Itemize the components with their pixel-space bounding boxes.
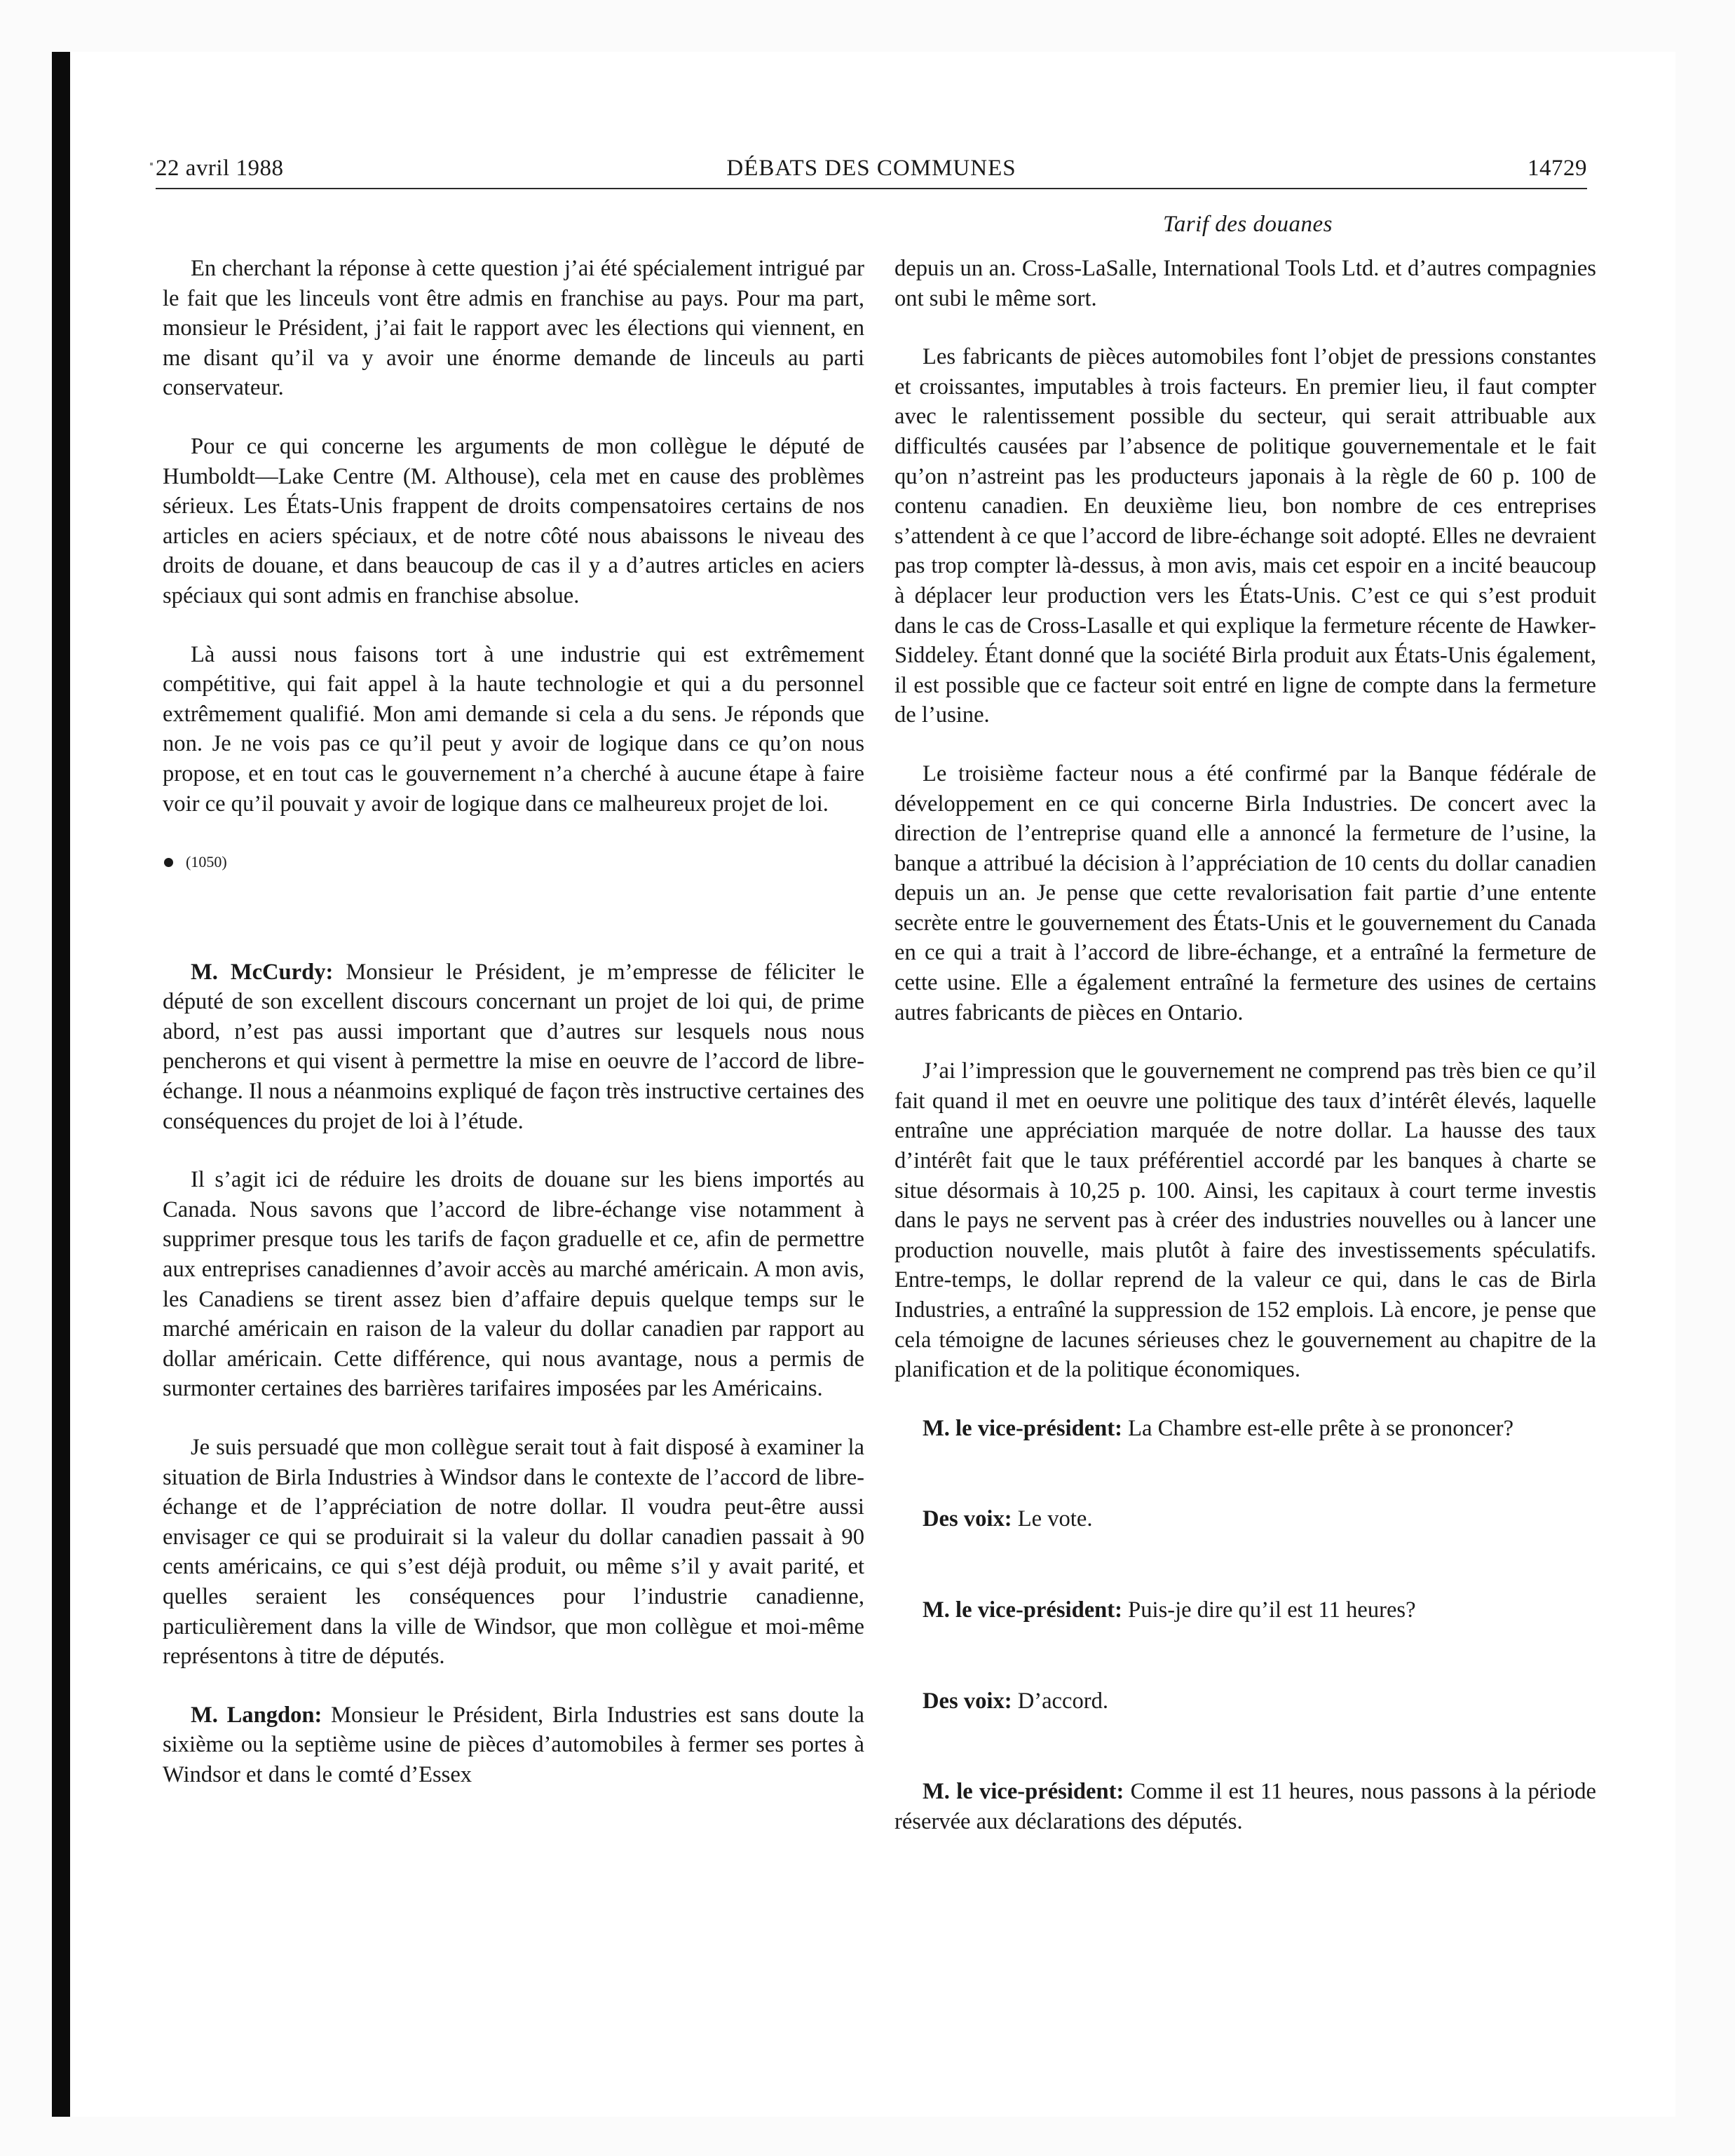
paragraph: Pour ce qui concerne les arguments de mon collègue le député de Humboldt—Lake Centre (M. Althouse), cela met en cause des problèmes sérieux. Les États-Unis frappent de droits compensatoires certains de nos articles en aciers spéciaux, et de notre côté nous abaissons le niveau des droits de douane, et dans beaucoup de cas il y a d’autres articles en aciers spéciaux qui sont admis en franchise absolue. [163, 433, 864, 608]
bullet-icon [164, 858, 173, 867]
paragraph: Là aussi nous faisons tort à une industrie qui est extrêmement compétitive, qui fait appel à la haute technologie et qui a du personnel extrêmement qualifié. Mon ami demande si cela a du sens. Je réponds que non. Je ne vois pas ce qu’il peut y avoir de logique dans ce qu’on nous propose, et en tout cas le gouvernement n’a cherché à aucune étape à faire voir ce qu’il pouvait y avoir de logique dans ce malheureux projet de loi. [163, 641, 864, 817]
speech-paragraph [894, 1414, 1596, 1444]
speaker-name: M. Langdon: [191, 1702, 322, 1728]
right-column [894, 254, 1596, 1836]
speaker-name: Des voix: [923, 1506, 1012, 1532]
paragraph: J’ai l’impression que le gouvernement ne comprend pas très bien ce qu’il fait quand il met en oeuvre une politique des taux d’intérêt élevés, laquelle entraîne une appréciation marquée de notre dollar. La hausse des taux d’intérêt fait que le taux préférentiel accordé par les banques à charte se situe désormais à 10,25 p. 100. Ainsi, les capitaux à court terme investis dans le pays ne servent pas à créer des industries nouvelles ou à lancer une production nouvelle, mais plutôt à faire des investissements spéculatifs. Entre-temps, le dollar reprend de la valeur ce qui, dans le cas de Birla Industries, a entraîné la suppression de 152 emplois. Là encore, je pense que cela témoigne de lacunes sérieuses chez le gouvernement au chapitre de la planification et de la politique économiques. [894, 1058, 1596, 1383]
paragraph: depuis un an. Cross-LaSalle, International Tools Ltd. et d’autres compagnies ont subi le même sort. [894, 256, 1596, 311]
header-date: 22 avril 1988 [156, 156, 284, 181]
speaker-name: M. McCurdy: [191, 959, 334, 985]
speaker-name: Des voix: [923, 1688, 1012, 1714]
speech-paragraph [163, 957, 864, 1137]
paragraph: Je suis persuadé que mon collègue serait tout à fait disposé à examiner la situation de Birla Industries à Windsor dans le contexte de l’accord de libre-échange et de l’appréciation de notre dollar. Il voudra peut-être aussi envisager ce qui se produirait si la valeur du dollar canadien passait à 90 cents américains, ce qui s’est déjà produit, ou même s’il y avait parité, et quelles seraient les conséquences pour l’industrie canadienne, particulièrement dans la ville de Windsor, que mon collègue et moi-même représentons à titre de députés. [163, 1435, 864, 1670]
running-title: Tarif des douanes [1163, 212, 1333, 237]
speaker-name: M. le vice-président: [923, 1415, 1122, 1441]
speech-text: Comme il est 11 heures, nous passons à la période réservée aux déclarations des députés. [894, 1779, 1597, 1834]
speech-paragraph [894, 1595, 1596, 1625]
speech-paragraph [894, 1686, 1596, 1717]
scan-binding-edge [52, 52, 70, 2117]
paragraph: Le troisième facteur nous a été confirmé par la Banque fédérale de développement en ce qui concerne Birla Industries. De concert avec la direction de l’entreprise quand elle a annoncé la fermeture de l’usine, la banque a attribué la décision à l’appréciation de 10 cents du dollar canadien depuis un an. Je pense que cette revalorisation fait partie d’une entente secrète entre le gouvernement des États-Unis et le gouvernement du Canada en ce qui a trait à l’accord de libre-échange, et a entraîné la fermeture de cette usine. Elle a également entraîné la fermeture des usines de certains autres fabricants de pièces en Ontario. [894, 760, 1596, 1025]
paragraph: Les fabricants de pièces automobiles font l’objet de pressions constantes et croissantes, imputables à trois facteurs. En premier lieu, il faut compter avec le ralentissement possible du secteur, qui serait attribuable aux difficultés causées par l’absence de politique gouvernementale et le fait qu’on n’astreint pas les producteurs japonais à la règle de 60 p. 100 de contenu canadien. En deuxième lieu, bon nombre de ces entreprises s’attendent à ce que l’accord de libre-échange soit adopté. Elles ne devraient pas trop compter là-dessus, à mon avis, mais cet espoir en a incité beaucoup à déplacer leur production vers les États-Unis. C’est ce qui s’est produit dans le cas de Cross-Lasalle et qui explique la fermeture récente de Hawker-Siddeley. Étant donné que la société Birla produit aux États-Unis également, il est possible que ce facteur soit entré en ligne de compte dans la fermeture de l’usine. [894, 344, 1596, 728]
speech-paragraph [163, 1700, 864, 1790]
speaker-name: M. le vice-président: [923, 1597, 1122, 1623]
speech-text: Monsieur le Président, je m’empresse de féliciter le député de son excellent discours concernant un projet de loi qui, de prime abord, n’est pas aussi important que d’autres sur lesquels nous nous pencherons et qui visent à permettre la mise en oeuvre de l’accord de libre-échange. Il nous a néanmoins expliqué de façon très instructive certaines des conséquences du projet de loi à l’étude. [163, 959, 864, 1134]
speech-text: D’accord. [1012, 1688, 1109, 1714]
speaker-name: M. le vice-président: [923, 1779, 1124, 1805]
speech-paragraph [894, 1504, 1596, 1534]
scan-speck [150, 163, 153, 165]
header-page-number: 14729 [1528, 156, 1587, 181]
speech-text: La Chambre est-elle prête à se prononcer? [1122, 1415, 1514, 1441]
header-rule [156, 188, 1587, 189]
header-publication: DÉBATS DES COMMUNES [726, 156, 1016, 181]
time-marker-label: (1050) [186, 853, 227, 871]
left-column [163, 254, 864, 1790]
speech-paragraph [894, 1777, 1596, 1836]
speech-text: Monsieur le Président, Birla Industries est sans doute la sixième ou la septième usine de pièces d’automobiles à fermer ses portes à Windsor et dans le comté d’Essex [163, 1702, 864, 1787]
paragraph: Il s’agit ici de réduire les droits de douane sur les biens importés au Canada. Nous savons que l’accord de libre-échange vise notamment à supprimer presque tous les tarifs de façon graduelle et ce, afin de permettre aux entreprises canadiennes d’avoir accès au marché américain. A mon avis, les Canadiens se tirent assez bien d’affaire depuis quelque temps sur le marché américain en raison de la valeur du dollar canadien par rapport au dollar américain. Cette différence, qui nous avantage, nous a permis de surmonter certaines des barrières tarifaires imposées par les Américains. [163, 1167, 864, 1402]
paragraph: En cherchant la réponse à cette question j’ai été spécialement intrigué par le fait que les linceuls vont être admis en franchise au pays. Pour ma part, monsieur le Président, j’ai fait le rapport avec les élections qui viennent, en me disant qu’il va y avoir une énorme demande de linceuls au parti conservateur. [163, 256, 864, 401]
speech-text: Puis-je dire qu’il est 11 heures? [1122, 1597, 1416, 1623]
page-header [156, 156, 1587, 192]
time-marker [163, 847, 864, 878]
speech-text: Le vote. [1012, 1506, 1093, 1532]
